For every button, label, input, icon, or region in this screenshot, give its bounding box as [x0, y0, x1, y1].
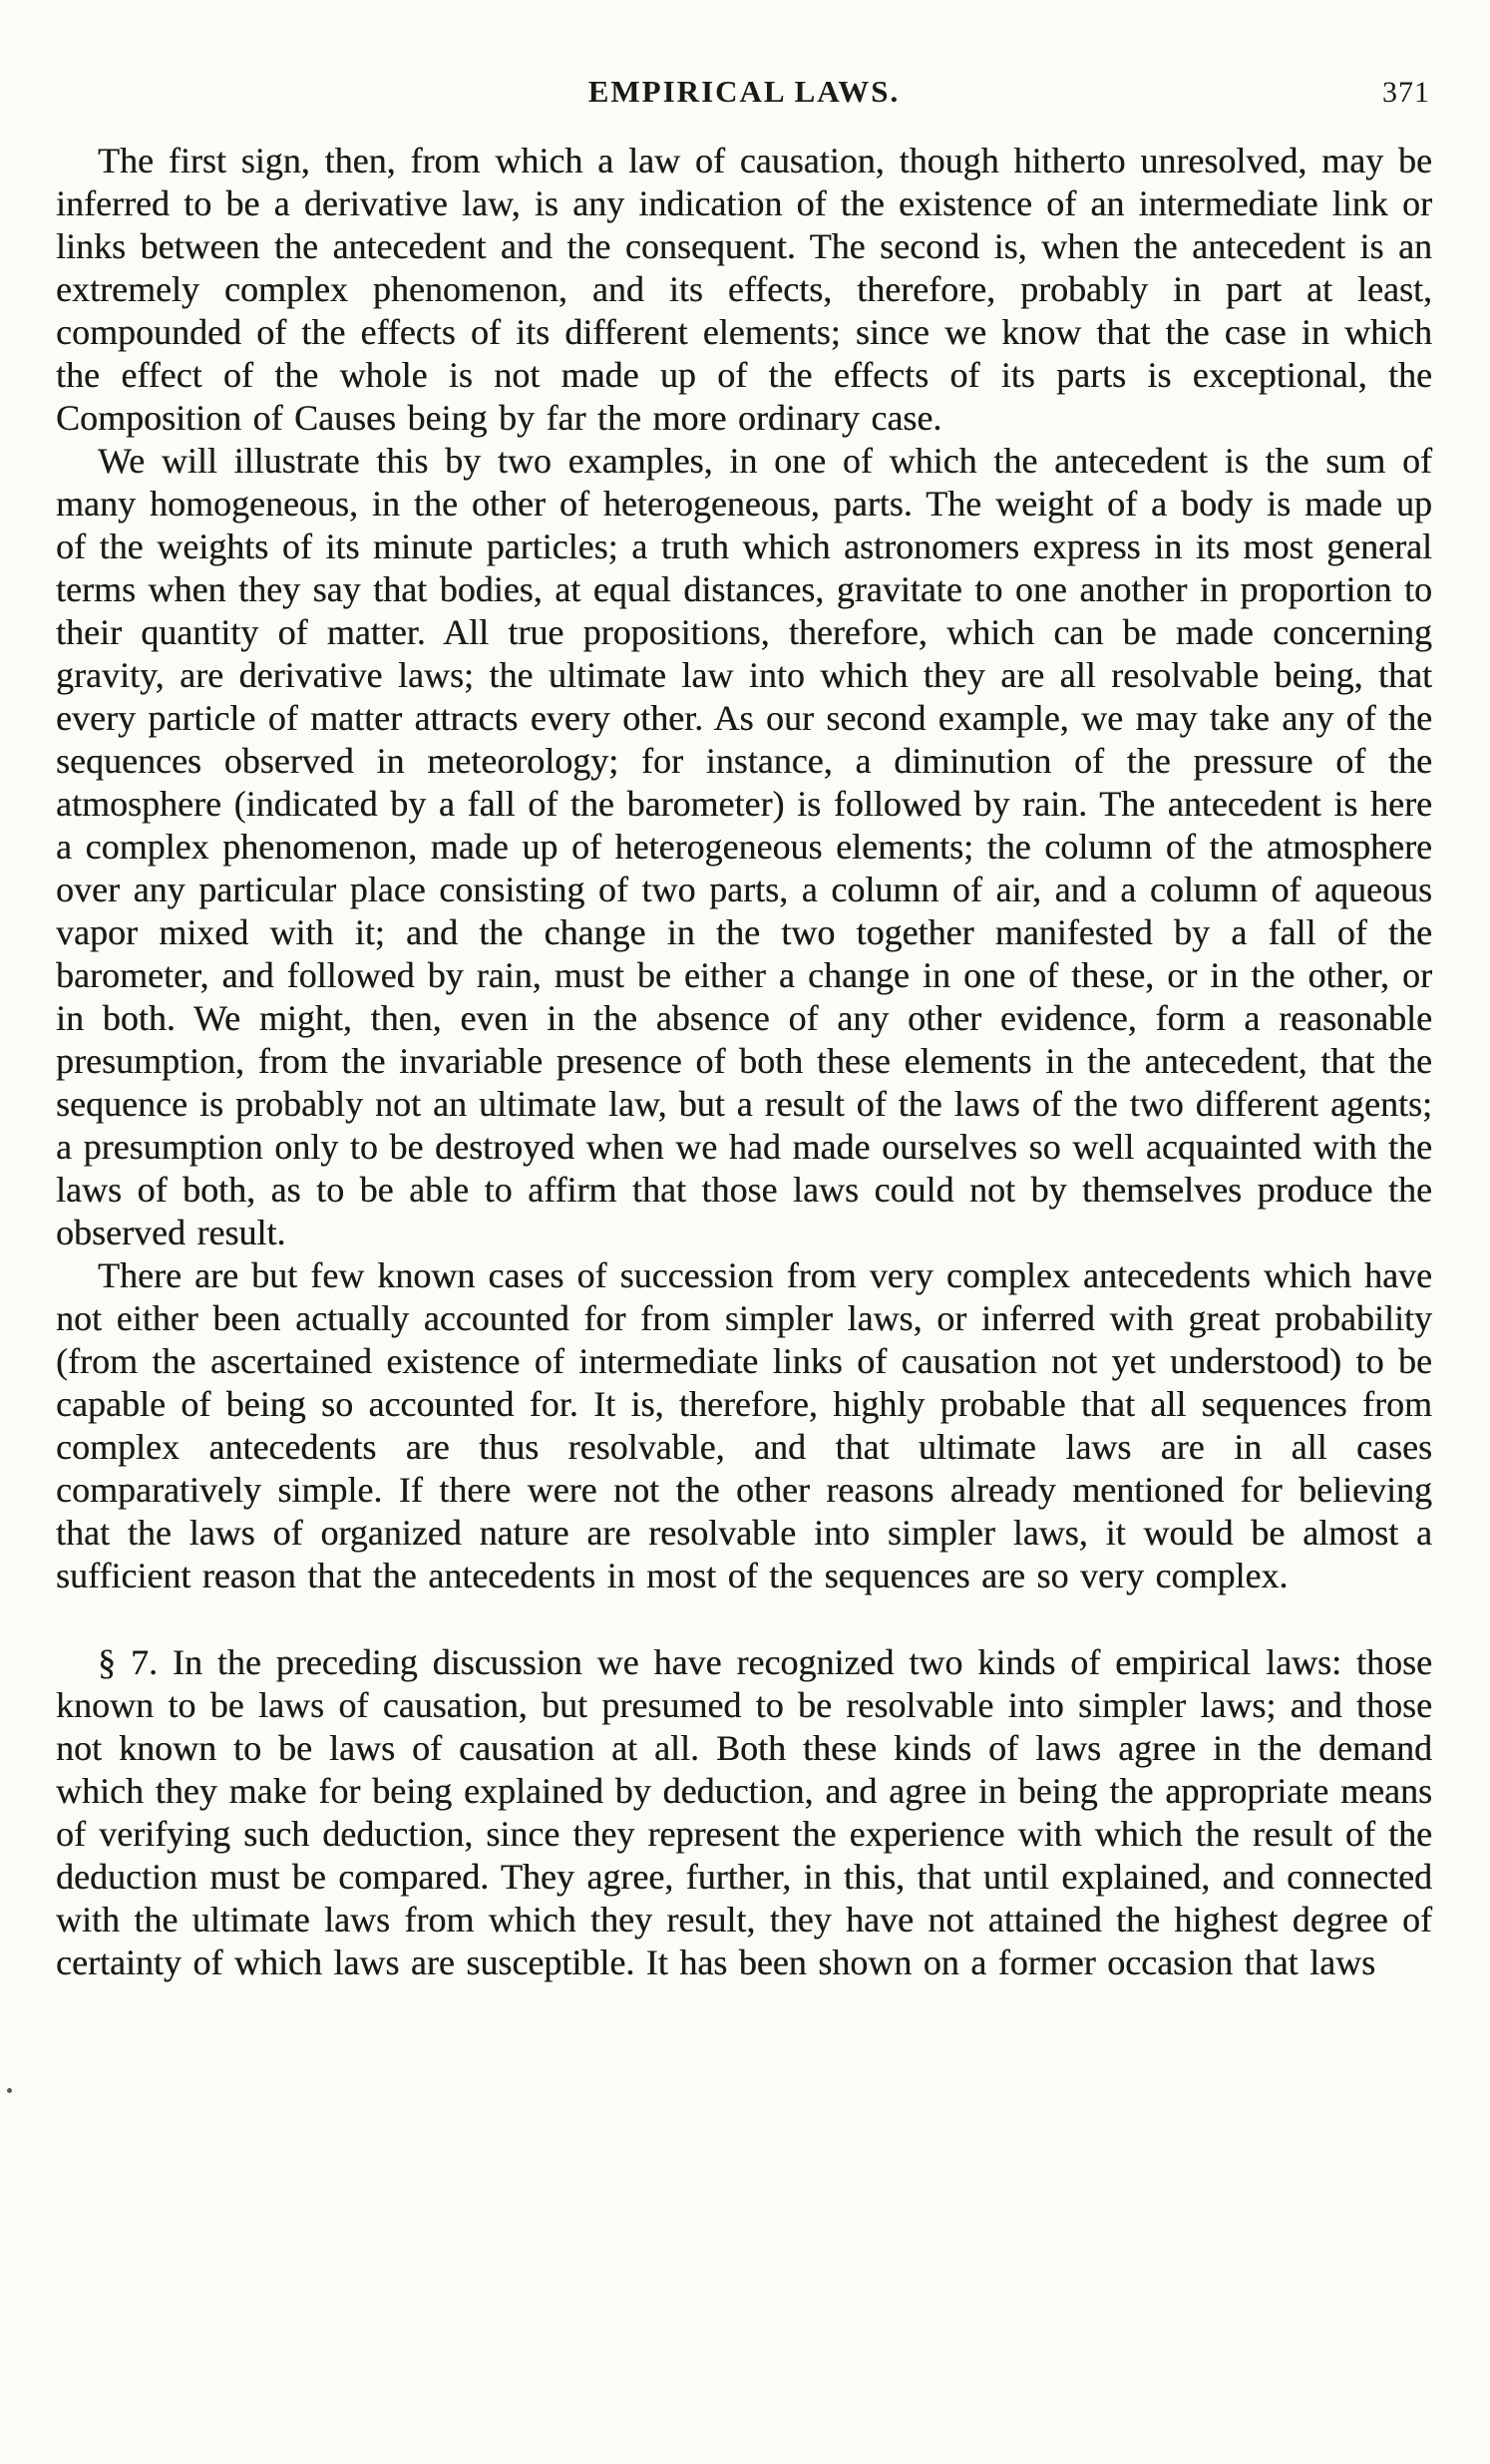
paragraph-few-known-cases: There are but few known cases of succession from very complex antecedents which have not either been actually accounted for from simpler laws, or inferred with great probability (from the ascertained existence of intermediate links of causation not yet understood) to be capable of being so accounted for. It is, therefore, highly probable that all sequences from complex antecedents are thus resolvable, and that ultimate laws are in all cases comparatively simple. If there were not the other reasons already mentioned for believing that the laws of organized nature are resolvable into simpler laws, it would be almost a sufficient reason that the antecedents in most of the sequences are so very complex. [56, 1255, 1432, 1595]
page-number: 371 [1382, 76, 1430, 109]
paragraph-two-examples: We will illustrate this by two examples, in one of which the antecedent is the sum of many homogeneous, in the other of heterogeneous, parts. The weight of a body is made up of the weights of its minute particles; a truth which astronomers express in its most general terms when they say that bodies, at equal distances, gravitate to one another in proportion to their quantity of matter. All true propositions, therefore, which can be made concerning gravity, are derivative laws; the ultimate law into which they are all resolvable being, that every particle of matter attracts every other. As our second example, we may take any of the sequences observed in meteorology; for instance, a diminution of the pressure of the atmosphere (indicated by a fall of the barometer) is followed by rain. The antecedent is here a complex phenomenon, made up of heterogeneous elements; the column of the atmosphere over any particular place consisting of two parts, a column of air, and a column of aqueous vapor mixed with it; and the change in the two together manifested by a fall of the barometer, and followed by rain, must be either a change in one of these, or in the other, or in both. We might, then, even in the absence of any other evidence, form a reasonable presumption, from the invariable presence of both these elements in the antecedent, that the sequence is probably not an ultimate law, but a result of the laws of the two different agents; a presumption only to be destroyed when we had made ourselves so well acquainted with the laws of both, as to be able to affirm that those laws could not by themselves produce the observed result. [56, 441, 1432, 1252]
running-head-title: EMPIRICAL LAWS. [587, 74, 901, 109]
running-header [56, 74, 1432, 118]
page-body [56, 140, 1432, 1984]
scan-artifact-dot [7, 2088, 12, 2093]
paragraph-section-7: § 7. In the preceding discussion we have recognized two kinds of empirical laws: those known to be laws of causation, but presumed to be resolvable into simpler laws; and those not known to be laws of causation at all. Both these kinds of laws agree in the demand which they make for being explained by deduction, and agree in being the appropriate means of verifying such deduction, since they represent the experience with which the result of the deduction must be compared. They agree, further, in this, that until explained, and connected with the ultimate laws from which they result, they have not attained the highest degree of certainty of which laws are susceptible. It has been shown on a former occasion that laws [56, 1642, 1432, 1982]
paragraph-first-sign: The first sign, then, from which a law of causation, though hitherto unresolved, may be inferred to be a derivative law, is any indication of the existence of an intermediate link or links between the antecedent and the consequent. The second is, when the antecedent is an extremely complex phenomenon, and its effects, therefore, probably in part at least, compounded of the effects of its different elements; since we know that the case in which the effect of the whole is not made up of the effects of its parts is exceptional, the Composition of Causes being by far the more ordinary case. [56, 141, 1432, 438]
